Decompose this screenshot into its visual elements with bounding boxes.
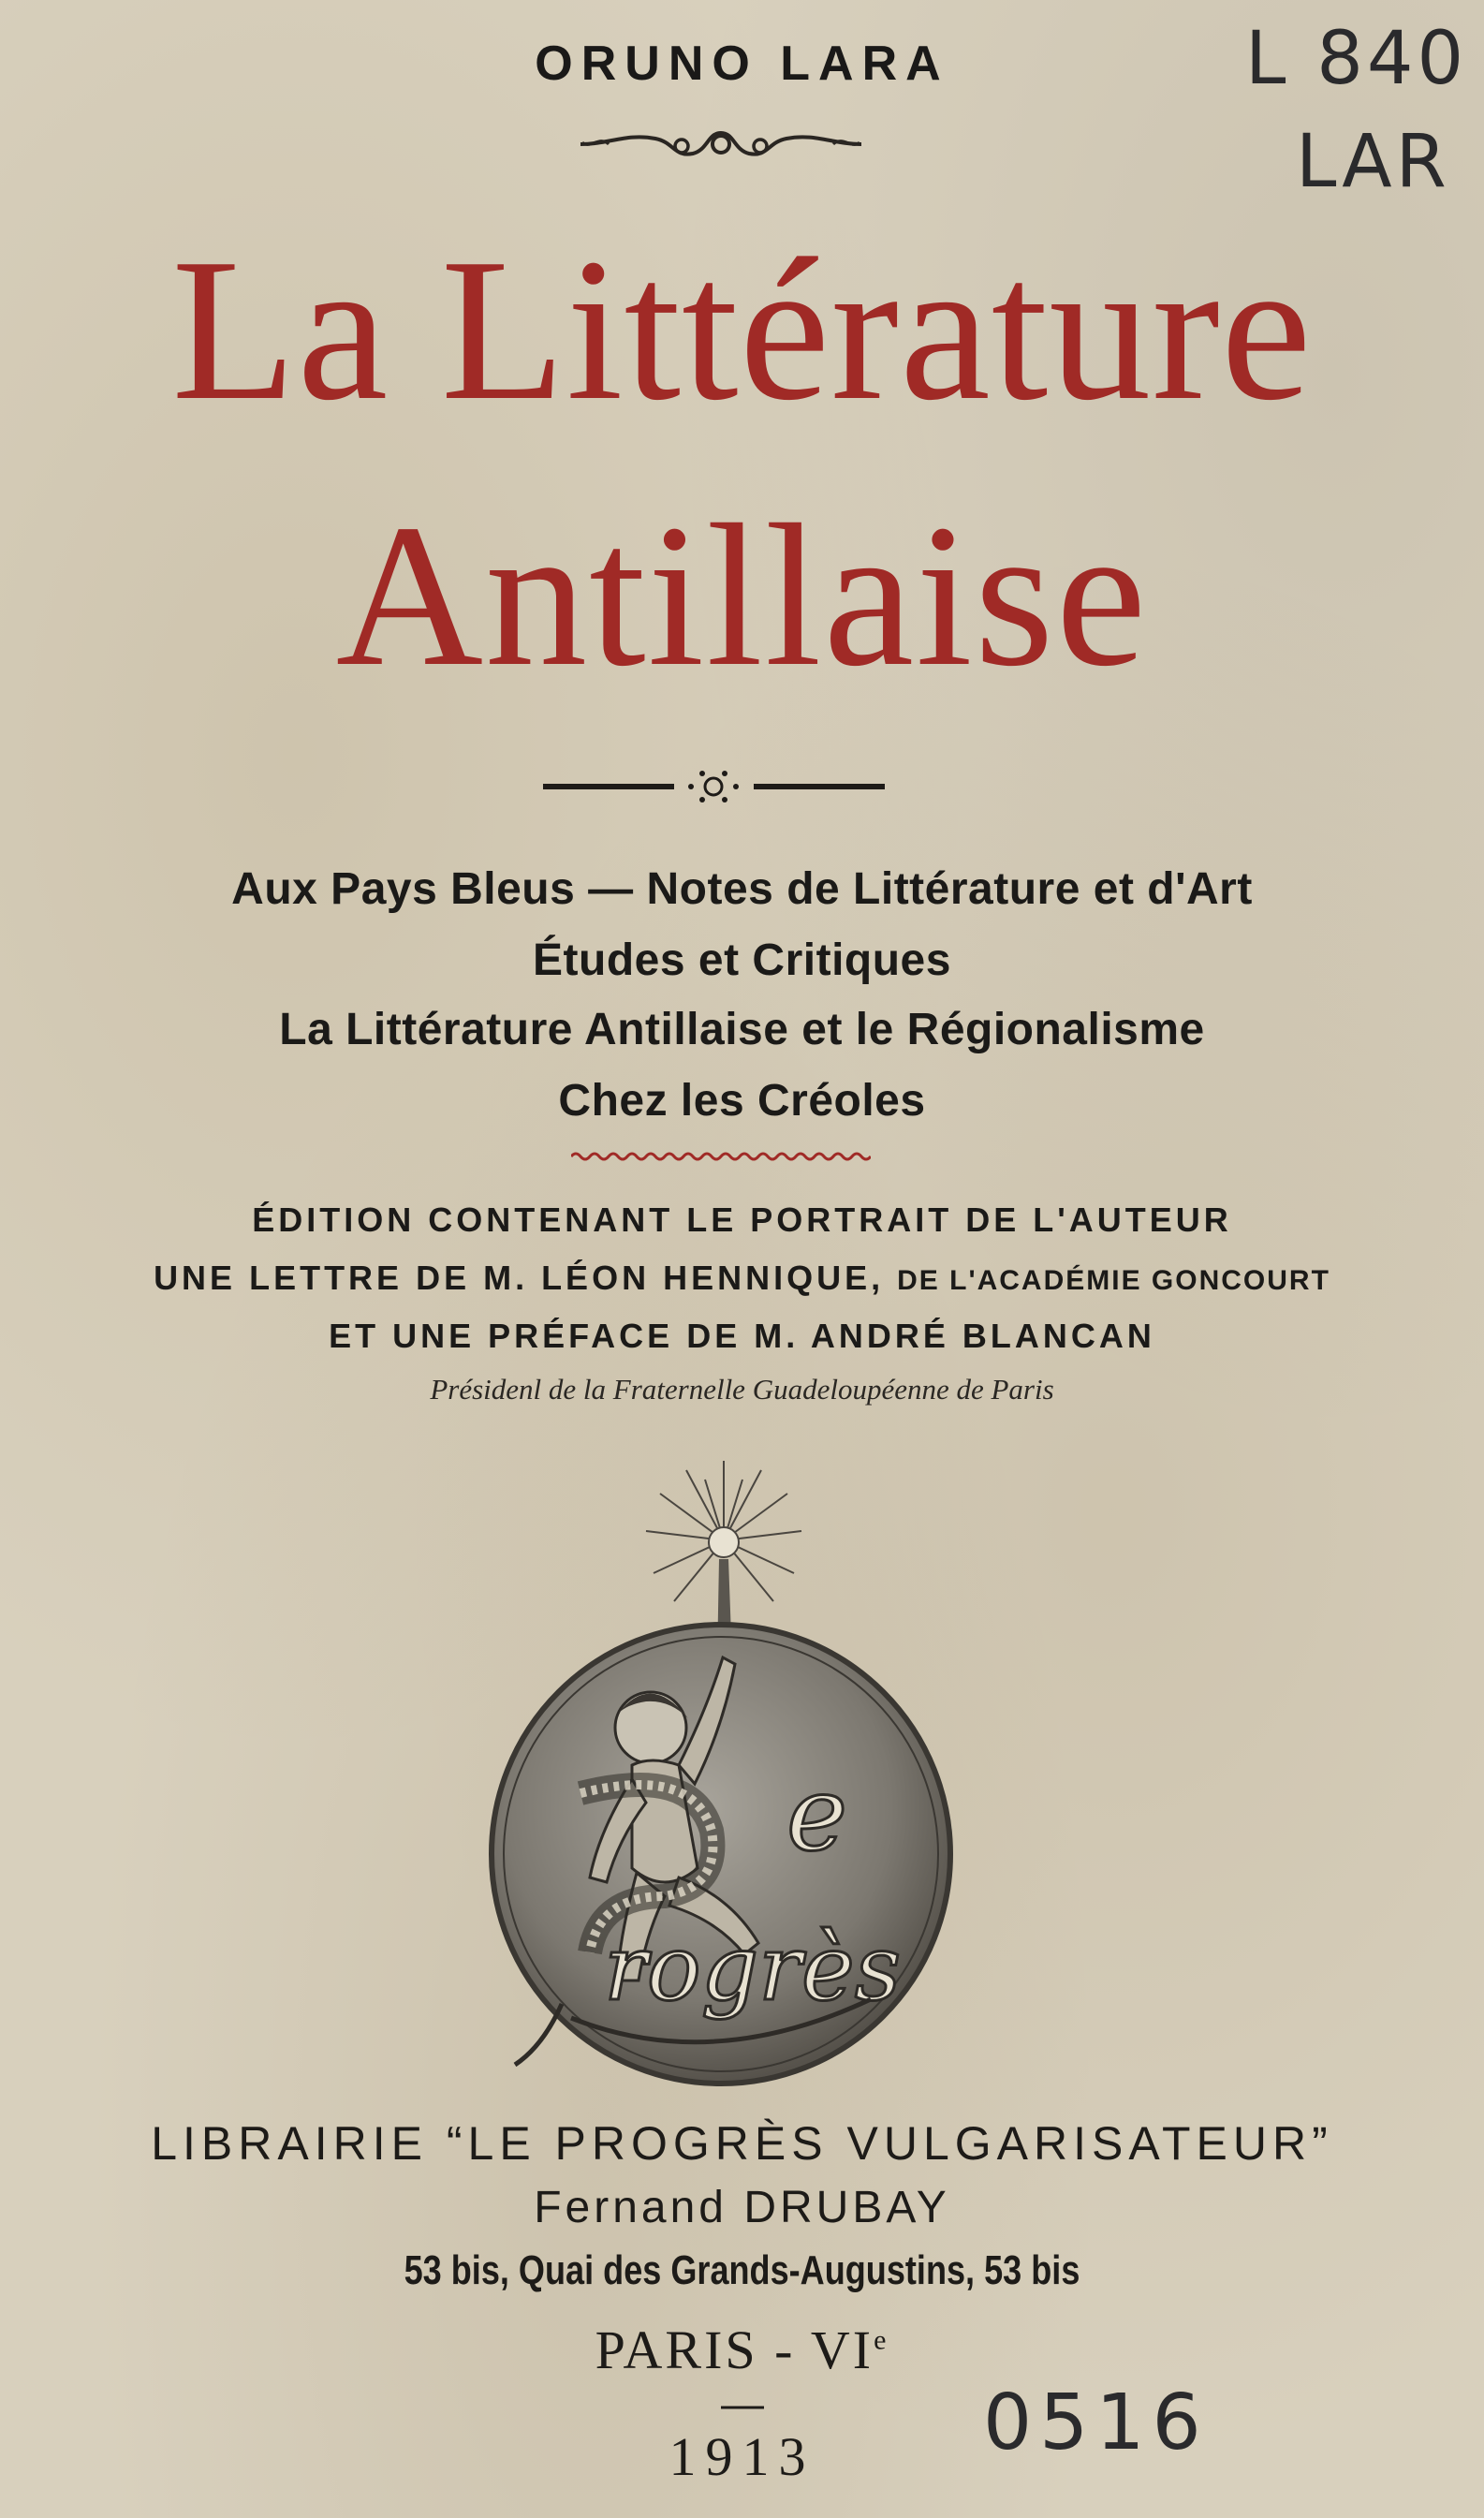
edition-line-3: ET UNE PRÉFACE DE M. ANDRÉ BLANCAN: [329, 1317, 1155, 1355]
publisher-address: 53 bis, Quai des Grands-Augustins, 53 bis: [404, 2247, 1080, 2293]
edition-line-2-main: UNE LETTRE DE M. LÉON HENNIQUE,: [154, 1259, 885, 1297]
title-line-2: Antillaise: [335, 483, 1149, 709]
edition-line-2: [0, 1259, 1484, 1298]
short-rule-icon: [721, 2405, 764, 2410]
wavy-rule-icon: [571, 1148, 871, 1165]
subtitle-line-2: Études et Critiques: [533, 935, 951, 985]
preface-author-title: Présidenl de la Fraternelle Guadeloupéenne de Paris: [430, 1373, 1054, 1406]
publication-city: [0, 2319, 1484, 2381]
scroll-ornament-icon: [571, 116, 871, 169]
publication-year: 1913: [669, 2426, 815, 2487]
svg-text:rogrès: rogrès: [604, 1916, 902, 2021]
title-line-1: La Littérature: [171, 217, 1313, 443]
subtitle-line-4: Chez les Créoles: [558, 1076, 926, 1126]
city-arrondissement-suffix: e: [874, 2324, 889, 2356]
author-name: ORUNO LARA: [535, 37, 949, 91]
handwritten-shelfmark-line-2: LAR: [1296, 120, 1450, 204]
publisher-owner: Fernand DRUBAY: [534, 2183, 950, 2232]
edition-line-2-academy: DE L'ACADÉMIE GONCOURT: [897, 1265, 1330, 1296]
subtitle-line-3: La Littérature Antillaise et le Régionalisme: [279, 1005, 1205, 1054]
city-name: PARIS - VI: [595, 2319, 874, 2380]
subtitle-line-1: Aux Pays Bleus — Notes de Littérature et d'Art: [231, 864, 1253, 914]
svg-text:e: e: [786, 1754, 848, 1874]
publisher-emblem: [478, 1456, 964, 2093]
publisher-name: LIBRAIRIE “LE PROGRÈS VULGARISATEUR”: [151, 2117, 1333, 2170]
divider-ornament-icon: [543, 766, 885, 809]
edition-line-1: ÉDITION CONTENANT LE PORTRAIT DE L'AUTEUR: [252, 1200, 1232, 1239]
handwritten-shelfmark-line-1: L 840: [1245, 17, 1468, 101]
handwritten-inventory-number: 0516: [983, 2378, 1209, 2467]
